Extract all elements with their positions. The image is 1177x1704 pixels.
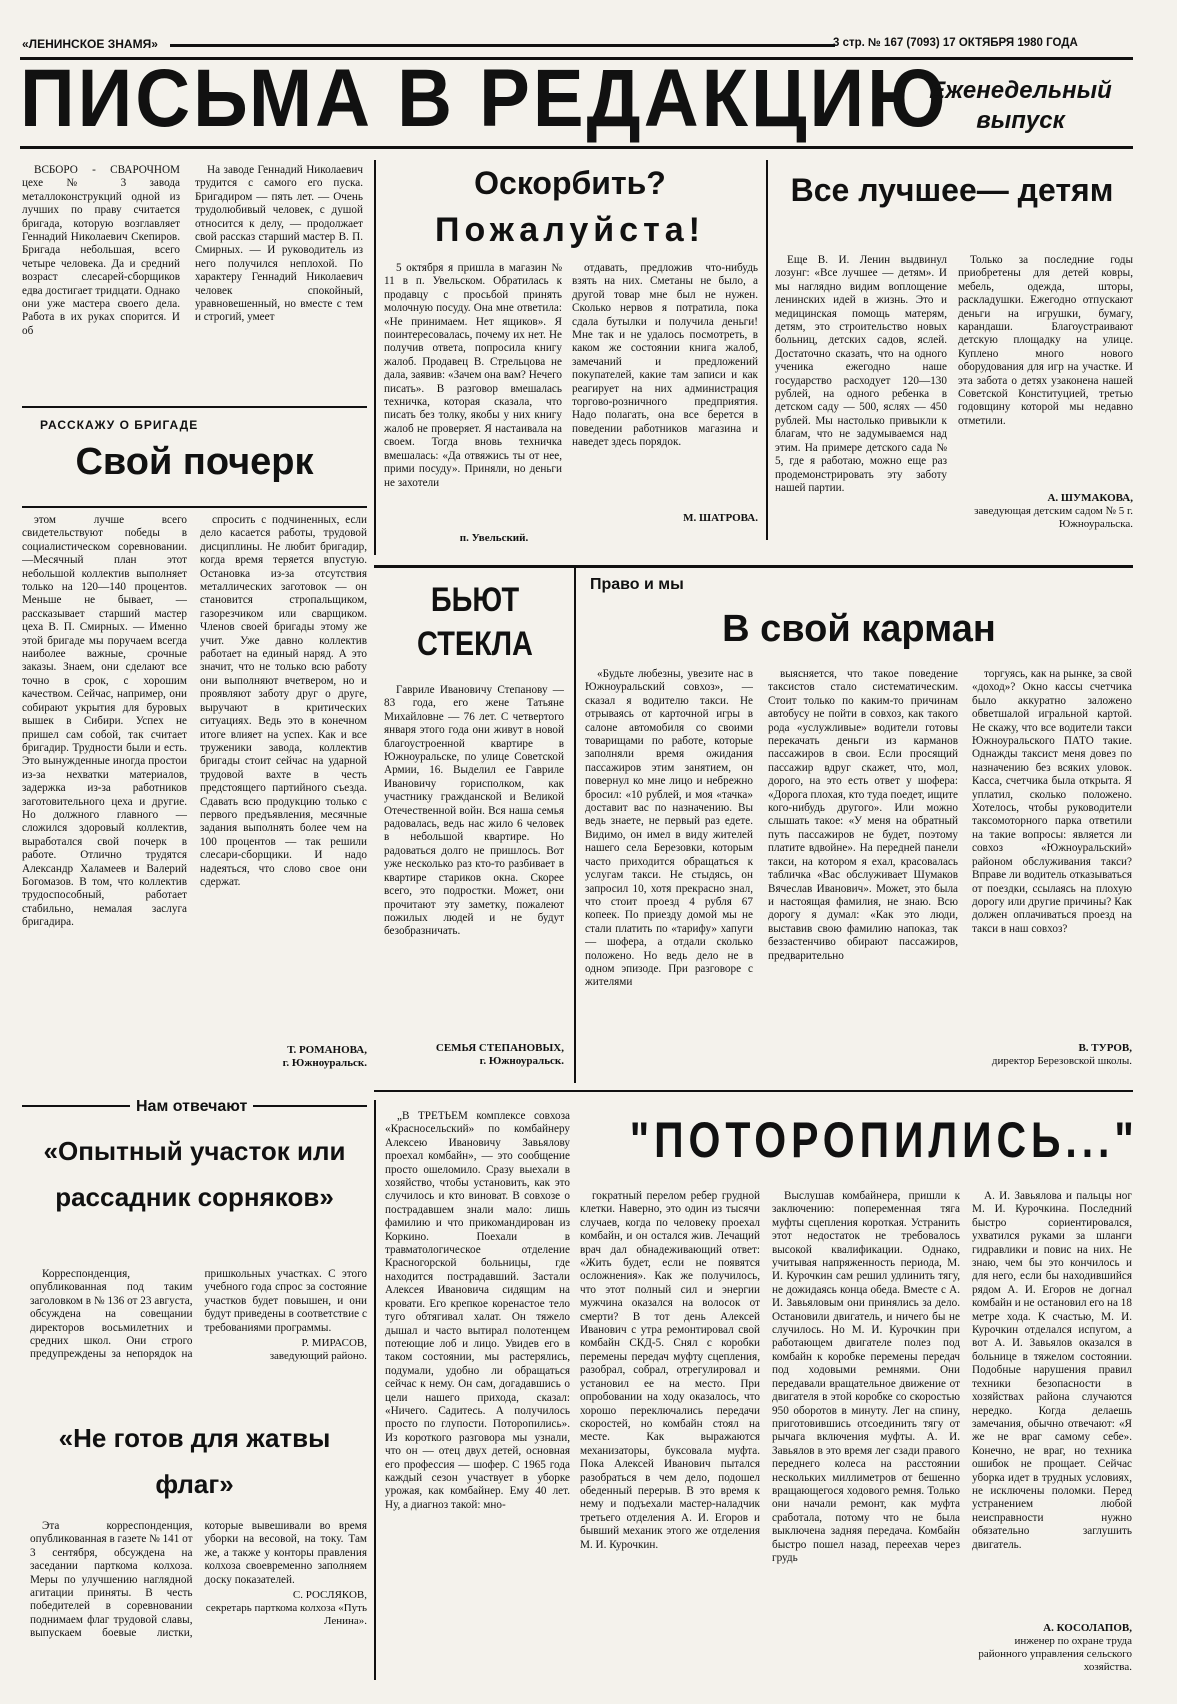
reply2-text: Эта корреспонденция, опубликованная в газете № 141 от 3 сентября, обсуждена на заседании парткома колхоза. Меры по улучшению наглядной агитации приняты. В честь победителей в соревновании поднимаем флаг трудовой славы, выпускаем боевые листки, которые вывешивали во время уборки на весовой, на току. Там же, а также у конторы правления колхоза своевременно заполняем доску показателей. С. РОСЛЯКОВ, секретарь парткома колхоза «Путь Ленина». (30, 1520, 367, 1640)
weekly-label: Еженедельный выпуск (929, 77, 1112, 134)
section-kicker: РАССКАЖУ О БРИГАДЕ (40, 418, 199, 432)
article-title: БЬЮТ СТЕКЛА (417, 581, 533, 663)
byline: СЕМЬЯ СТЕПАНОВЫХ, г. Южноуральск. (435, 1042, 564, 1067)
glass-text: Гавриле Ивановичу Степанову — 83 года, его жене Татьяне Михайловне — 76 лет. С четвертого января этого года они живут в новой благоустроенной квартире в Южноуральске, по улице Советской Армии, 16. Выделил ее Гавриле Ивановичу горисполком, как участнику гражданской и Великой Отечественной войн. Вся наша семья радовалась, ведь нас жило 6 человек в небольшой квартире. Но радоваться долго не пришлось. Вот уже несколько раз кто-то разбивает в квартире стариков окна. Скорее всего, это подростки. Может, они прочитают эту заметку, пожалеют пожилых людей и не будут безобразничать. (384, 684, 564, 938)
brigade-intro-col2: На заводе Геннадий Николаевич трудится с самого его пуска. Бригадиром — пять лет. — Очень трудолюбивый человек, с душой относится к делу, — продолжает свой рассказ старший мастер В. П. Смирных. — И руководитель из него получился неплохой. По характеру Геннадий Николаевич человек спокойный, уравновешенный, но вместе с тем и строгий, умеет (195, 164, 363, 324)
children-col1: Еще В. И. Ленин выдвинул лозунг: «Все лучшее — детям». И мы наглядно видим воплощение ленинских идей в жизнь. Это и медицинская помощь матерям, детям, это строительство новых больниц, детских садов, яслей. Достаточно сказать, что на одного ученика ежегодно наше государство расходует 120—130 рублей, на одного ребенка в детском саду — 500, яслях — 450 рублей. Мы настолько привыкли к благам, что не задумываемся над этим. На примере детского сада № 5, где я работаю, можно еще раз продемонстрировать эту заботу нашей партии. (775, 254, 947, 494)
divider (22, 506, 367, 508)
article-title: Все лучшее— детям (790, 172, 1114, 208)
hurried-col2: гократный перелом ребер грудной клетки. Наверно, это один из тысячи случаев, когда по человеку проехал комбайн, и он остался жив. Лечащий врач дал обнадеживающий ответ: «Жить будет, если не появятся осложнения». Как же получилось, что этот полный сил и энергии мужчина оказался на волосок от смерти? В тот день Алексей Иванович с утра ремонтировал свой комбайн СКД-5. Снял с коробки перемены передач муфту сцепления, разобрал, собрал, отрегулировал и установил ее на место. При опробовании на ходу оказалось, что хорошо переключались передачи скоростей, но комбайн стоял на месте. Как выражаются механизаторы, буксовала муфта. Пока Алексей Иванович пытался разобраться в чем дело, подошел обеденный перерыв. В это время к нему и подъехали мастер-наладчик третьего отделения А. И. Егоров и бывший механик этого же отделения М. И. Курочкин. (580, 1190, 760, 1551)
byline: М. ШАТРОВА. (683, 512, 758, 524)
hurried-col3: Выслушав комбайнера, пришли к заключению: попеременная тяга муфты сцепления короткая. Устранить этот недостаток не требовалось высокой квалификации. Однако, учитывая напряженность периода, М. И. Курочкин сам решил удлинить тягу, не дожидаясь конца обеда. Вместе с А. И. Завьяловым они принялись за дело. Остановили двигатель, и ничего бы не случилось. Но М. И. Курочкин при работающем двигателе полез под комбайн к коробке перемены передач под ходовыми ремнями. Они передавали вращательное движение от двигателя в этой коробке со скоростью 950 оборотов в минуту. Лег на спину, приготовившись отсоединить тягу от рычага включения муфты. А. И. Завьялов в это время лег сзади правого переднего колеса на расстоянии нескольких миллиметров от бешенно вращающегося ходового ремня. Только они начали ремонт, как муфта сработала, потому что не была выключена задняя передача. Комбайн быстро пошел назад, переехав через грудь (772, 1190, 960, 1564)
byline-place: п. Увельский. (459, 532, 529, 544)
oskorbit-col1: 5 октября я пришла в магазин № 11 в п. Увельском. Обратилась к продавцу с просьбой принять молочную посуду. Она мне ответила: «Не принимаем. Нет ящиков». Я поинтересовалась, почему их нет. Не получив ответа, попросила книгу жалоб. Продавец В. Стрельцова не дала, заявив: «Зачем она вам? Нечего писать». В разговор вмешалась техничка, которая сказала, что писать без толку, якобы у них книгу жалоб не проверяет. Я настаивала на своем. Тогда вновь техничка вмешалась: «Да отвяжись ты от нее, прими посуду». Приняли, но деньги не захотели (384, 262, 562, 489)
title-bottom-rule (20, 146, 1133, 149)
reply-title: «Не готов для жатвы флаг» (58, 1423, 331, 1499)
divider (766, 160, 768, 540)
karman-col3: торгуясь, как на рынке, за свой «доход»? Окно кассы счетчика было аккуратно заложено обветшалой игральной картой. Не скажу, что все водители такси Южноуральского ПАТО такие. Однажды таксист меня довез по назначению без всяких уловок. Касса, счетчика была открыта. Я уплатил, сколько положено. Хотелось, чтобы руководители таксомоторного парка ответили на такие вопросы: является ли совхоз «Южноуральский» районом обслуживания такси? Вправе ли водитель отказываться от поездки, ссылаясь на плохую дорогу или другие причины? Как должен оплачиваться проезд на такси в наш совхоз? (972, 668, 1132, 935)
oskorbit-col2: отдавать, предложив что-нибудь взять на них. Сметаны не было, а другой товар мне был не нужен. Сколько нервов я потратила, пока сдала бутылки и получила деньги! Мне так и не удалось посмотреть, в каком же состоянии книга жалоб, замечаний и предложений покупателей, какие там записи и как реагирует на них администрация торгово-розничного предприятия. Надо полагать, она все берется в поведении работников магазина и наведет здесь порядок. (572, 262, 758, 449)
divider (22, 406, 367, 408)
section-kicker: Нам отвечают (130, 1098, 253, 1116)
article-title: В свой карман (722, 608, 996, 650)
article-title: "ПОТОРОПИЛИСЬ..." (629, 1112, 1139, 1168)
children-col2: Только за последние годы приобретены для детей ковры, мебель, одежда, шторы, раскладушки. Ежегодно отпускают деньги на игрушки, бумагу, карандаши. Благоустраивают детскую площадку на улице. Куплено много нового оборудования для игр на участке. И эта забота о детях узаконена нашей Советской Конституцией, третью годовщину которой мы недавно отметили. (958, 254, 1133, 427)
section-kicker: Право и мы (590, 576, 684, 593)
reply1-text: Корреспонденция, опубликованная под таким заголовком в № 136 от 23 августа, обсуждена на совещании директоров восьмилетних и средних школ. Они строго предупреждены за непорядок на пришкольных участках. С этого учебного года спрос за состояние участков будет повышен, и они будут приведены в соответствие с требованиями программы. Р. МИРАСОВ, заведующий районо. (30, 1268, 367, 1363)
karman-col2: выясняется, что такое поведение таксистов стало систематическим. Стоит только по каким-то причинам автобусу не пойти в совхоз, как такого рода «услужливые» водители готовы перекачать деньги из карманов пассажиров в свои. Если просящий пассажир вдруг скажет, что, мол, дорого, на это есть ответ у шофера: «Дорога плохая, кто туда поедет, ищите кого-нибудь другого». Или можно слышать такое: «У меня на обратный путь пассажиров не будет, поэтому платите вдвойне». На передней панели такси, на котором я ехал, красовалась табличка «Вас обслуживает Шумаков Вячеслав Иванович». Может, это была и настоящая фамилия, не знаю. Всю дорогу я думал: «Как это люди, выставив свою фамилию напоказ, так беззастенчиво обирают пассажиров, предварительно (768, 668, 958, 962)
brigade-intro-col1: ВСБОРО - СВАРОЧНОМ цехе № 3 завода металлоконструкций одной из лучших по праву считается бригада, которую возглавляет Геннадий Николаевич Скепиров. Бригада небольшая, всего четыре человека. Да и средний возраст слесарей-сборщиков едва достигает тридцати. Однако они уже мастера своего дела. Работа в их руках спорится. И об (22, 164, 180, 337)
page-title: ПИСЬМА В РЕДАКЦИЮ (20, 52, 949, 145)
karman-col1: «Будьте любезны, увезите нас в Южноуральский совхоз», — сказал я водителю такси. Не отрываясь от карточной игры в салоне автомобиля со своими товарищами по работе, которые заполняли время ожидания пассажиров этим занятием, он повернул ко мне лицо и небрежно бросил: «10 рублей, и моя «тачка» доставит вас по назначению. Вы ведь знаете, не первый раз едете. Видимо, он имел в виду жителей нашего села Березовки, которым часто приходится обращаться к услугам такси. Не стыдясь, он запросил 10, хотя прекрасно знал, что стоит проезд 4 рубля 67 копеек. По приезду домой мы не стали платить по «тарифу» хапуги — шофера, а отдали сколько положено. Но ведь дело не в одном эпизоде. При разговоре с жителями (585, 668, 753, 989)
reply-title: «Опытный участок или рассадник сорняков» (43, 1136, 346, 1212)
masthead-rule (170, 44, 835, 47)
byline: Т. РОМАНОВА, г. Южноуральск. (282, 1044, 367, 1069)
paper-name: «ЛЕНИНСКОЕ ЗНАМЯ» (22, 37, 158, 51)
divider (374, 160, 376, 555)
byline: А. КОСОЛАПОВ, инженер по охране труда районного управления сельского хозяйства. (978, 1622, 1132, 1673)
divider (374, 565, 1133, 568)
divider (374, 1090, 1133, 1092)
issue-line: 3 стр. № 167 (7093) 17 ОКТЯБРЯ 1980 ГОДА (833, 37, 1078, 49)
article-title: Оскорбить? (474, 165, 666, 201)
article-subtitle: Пожалуйста! (435, 211, 705, 249)
article-title: Свой почерк (75, 441, 314, 483)
byline: В. ТУРОВ, директор Березовской школы. (991, 1042, 1132, 1067)
hurried-col4: А. И. Завьялова и пальцы ног М. И. Курочкина. Последний быстро сориентировался, ухватился руками за шланги гидравлики и повис на них. Не знаю, чем бы это кончилось и для него, если бы находившийся рядом А. И. Егоров не догнал комбайн и не остановил его на 18 метре хода. К счастью, М. И. Курочкин отделался испугом, а вот А. И. Завьялов оказался в больнице в тяжелом состоянии. Подобные нарушения правил техники безопасности в хозяйствах района случаются нередко. Когда делаешь замечания, обычно отвечают: «Я же не враг самому себе». Конечно, не враг, но техника ошибок не прощает. Сейчас уборка идет в трудных условиях, не исключены поломки. Перед устранением любой неисправности нужно обязательно заглушить двигатель. (972, 1190, 1132, 1551)
pocherk-col1: этом лучше всего свидетельствуют победы в социалистическом соревновании. —Месячный план этот небольшой коллектив выполняет только на 120—140 процентов. Меньше не бывает, — рассказывает старший мастер цеха В. П. Смирных. — Именно этой бригаде мы поручаем всегда наиболее важные, срочные заказы. Знаем, они сделают все точно в срок, с хорошим качеством. Сейчас, например, они собирают укрытия для буровых вышек в Сибири. Успех не пришел сам собой, так считает бригадир. Трудности были и есть. Это вынужденные иногда простои из-за нехватки материалов, задержка из-за работников заготовительного цеха и другие. Но должного главного — сложился здоровый коллектив, выработался свой почерк в работе. Отлично трудятся Александр Халамеев и Валерий Богомазов. В том, что коллектив трудоспособный, работает стабильно, немалая заслуга бригадира. (22, 514, 187, 929)
byline: А. ШУМАКОВА, заведующая детским садом № 5 г. Южноуральска. (974, 492, 1133, 530)
pocherk-col2: спросить с подчиненных, если дело касается работы, трудовой дисциплины. Не любит бригадир, когда время теряется впустую. Остановка из-за отсутствия металлических заготовок — он становится стропальщиком, газорезчиком или сварщиком. Членов своей бригады этому же учит. Уже давно коллектив работает на единый наряд. А это значит, что не только всю работу они выполняют вчетвером, но и проявляют заботу друг о друге, выручают в критических ситуациях. Ведь это в конечном итоге влияет на успех. Как и все труженики завода, коллектив бригады стоит сейчас на ударной трудовой вахте в честь предстоящего партийного съезда. Сдавать всю продукцию только с первого предъявления, месячные задания выполнять более чем на 100 процентов — так решили слесари-сборщики. И надо надеяться, что слово свое они сдержат. (200, 514, 367, 888)
divider (574, 568, 576, 1083)
divider (374, 1100, 376, 1680)
hurried-col1: „В ТРЕТЬЕМ комплексе совхоза «Красносельский» по комбайнеру Алексею Ивановичу Завьялову проехал комбайн», — это сообщение просто ошеломило. Сразу выехали в хозяйство, чтобы установить, как это случилось и кто виноват. В совхозе о пострадавшем знали мало: лишь фамилию и что прикомандирован из Коркино. Поехали в травматологическое отделение Красногорской больницы, где находится пострадавший. Застали Алексея Ивановича сидящим на кровати. Его крепкое коренастое тело туго обтягивал халат. Он тяжело дышал и часто вытирал полотенцем потеющие лоб и лицо. Увидев его в таком состоянии, мы растерялись, подумали, удобно ли обращаться сейчас к нему. Он сам, догадавшись о цели нашего прихода, сказал: «Ничего. Садитесь. А получилось просто по глупости. Поторопились». Из короткого разговора мы узнали, что он — отец двух детей, основная его профессия — шофер. С 1965 года каждый сезон участвует в уборке урожая, как комбайнер. Ему 40 лет. Ну, а диагноз такой: мно- (385, 1110, 570, 1511)
